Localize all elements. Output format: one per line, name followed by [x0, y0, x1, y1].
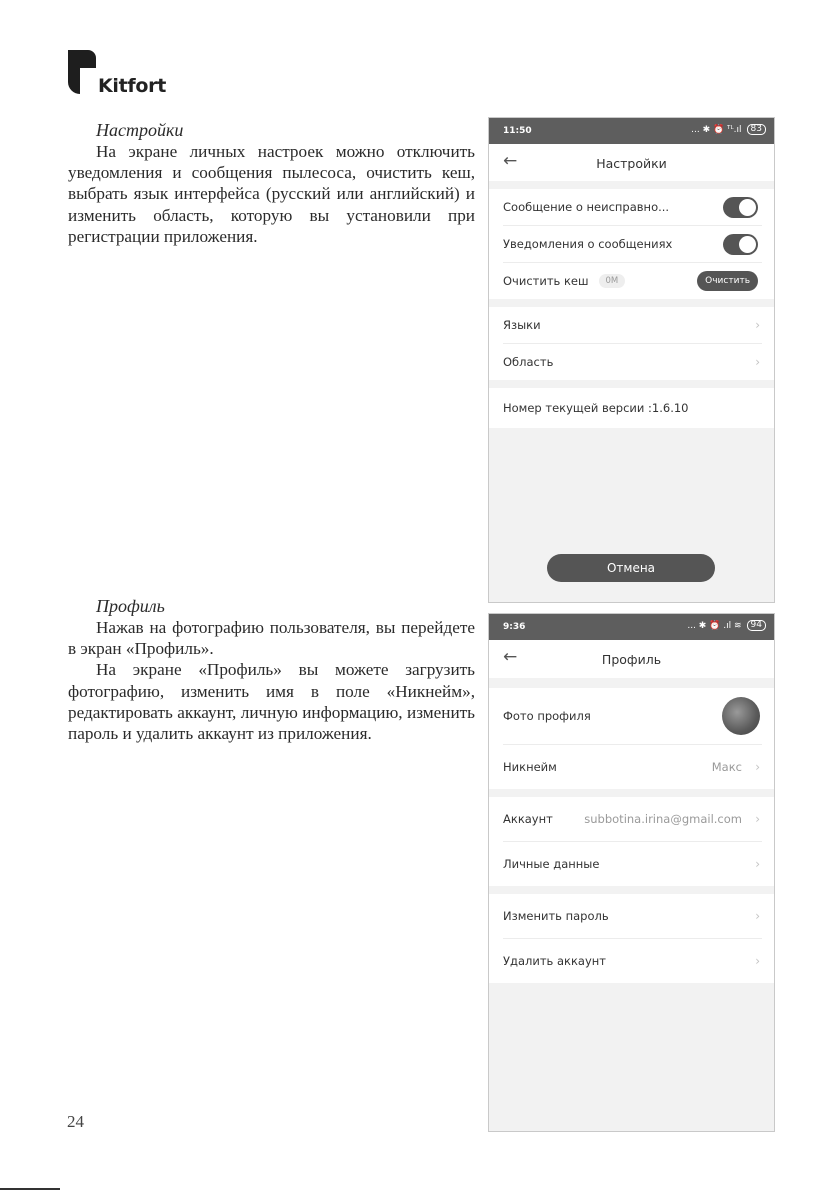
language-region-group: [489, 307, 774, 380]
kitfort-logo: [68, 50, 178, 100]
delete-account-row[interactable]: [503, 939, 762, 983]
region-row[interactable]: [503, 344, 762, 380]
kitfort-logo-mark-icon: [68, 50, 96, 94]
avatar[interactable]: [722, 697, 760, 735]
page-number: 24: [67, 1112, 84, 1131]
region-label: Область: [503, 355, 554, 369]
brand-name: Kitfort: [98, 75, 166, 97]
personal-data-row[interactable]: [503, 842, 762, 886]
delete-account-label: Удалить аккаунт: [503, 954, 606, 968]
fault-message-label: Сообщение о неисправно...: [503, 200, 670, 214]
account-group: [489, 797, 774, 886]
profile-section: [68, 595, 475, 744]
chevron-right-icon: ›: [755, 318, 760, 332]
back-arrow-icon[interactable]: ←: [503, 151, 518, 171]
profile-photo-row[interactable]: [503, 688, 762, 745]
photo-nickname-group: [489, 688, 774, 789]
nav-bar: [489, 640, 774, 678]
nickname-row[interactable]: [503, 745, 762, 789]
change-password-label: Изменить пароль: [503, 909, 609, 923]
chevron-right-icon: ›: [755, 857, 760, 871]
chevron-right-icon: ›: [755, 760, 760, 774]
status-bar: [489, 118, 774, 144]
profile-photo-label: Фото профиля: [503, 709, 591, 723]
account-row[interactable]: [503, 797, 762, 842]
clear-cache-label: Очистить кеш: [503, 274, 589, 288]
status-bar: [489, 614, 774, 640]
status-icons-text: ... ✱ ⏰ .ıl ≋: [687, 620, 742, 631]
status-icons: [687, 620, 766, 631]
version-row: [503, 388, 762, 428]
back-arrow-icon[interactable]: ←: [503, 647, 518, 667]
chevron-right-icon: ›: [755, 812, 760, 826]
settings-screen: [488, 117, 775, 603]
status-time: 11:50: [503, 126, 532, 136]
settings-heading: Настройки: [96, 120, 184, 140]
status-icons-text: ... ✱ ⏰ ᵀᴸ.ıl: [691, 124, 742, 135]
change-password-row[interactable]: [503, 894, 762, 939]
status-icons: [691, 124, 766, 135]
fault-message-toggle[interactable]: [723, 197, 758, 218]
nav-bar: [489, 144, 774, 181]
security-group: [489, 894, 774, 983]
chevron-right-icon: ›: [755, 355, 760, 369]
chevron-right-icon: ›: [755, 954, 760, 968]
settings-paragraph: На экране личных настроек можно отключить уведомления и сообщения пылесоса, очистить кеш, выбрать язык интерфейса (русский или английский) и изменить область, которую вы установили при регистрации приложения.: [68, 142, 475, 246]
version-group: [489, 388, 774, 428]
screen-title: Настройки: [596, 156, 667, 171]
status-time: 9:36: [503, 622, 526, 632]
screen-title: Профиль: [601, 652, 662, 667]
clear-cache-button[interactable]: Очистить: [697, 271, 758, 291]
profile-heading: Профиль: [96, 596, 165, 616]
clear-cache-row: [503, 263, 762, 299]
nickname-value: Макс: [711, 760, 742, 774]
message-notifications-label: Уведомления о сообщениях: [503, 237, 673, 251]
languages-row[interactable]: [503, 307, 762, 344]
battery-icon: 94: [747, 620, 766, 631]
profile-paragraph-1: Нажав на фотографию пользователя, вы перейдете в экран «Профиль».: [68, 618, 475, 659]
settings-section: [68, 119, 475, 247]
notification-group: [489, 189, 774, 299]
cache-size-badge: 0M: [599, 274, 626, 288]
profile-screen: [488, 613, 775, 1132]
battery-icon: 83: [747, 124, 766, 135]
fault-message-row: [503, 189, 762, 226]
cancel-button[interactable]: Отмена: [547, 554, 715, 582]
account-label: Аккаунт: [503, 812, 553, 826]
personal-data-label: Личные данные: [503, 857, 600, 871]
nickname-label: Никнейм: [503, 760, 557, 774]
message-notifications-toggle[interactable]: [723, 234, 758, 255]
version-label: Номер текущей версии :1.6.10: [503, 401, 689, 415]
chevron-right-icon: ›: [755, 909, 760, 923]
profile-paragraph-2: На экране «Профиль» вы можете загрузить фотографию, изменить имя в поле «Никнейм», редактировать аккаунт, личную информацию, изменить пароль и удалить аккаунт из приложения.: [68, 660, 475, 744]
account-value: subbotina.irina@gmail.com: [584, 812, 742, 826]
divider: [0, 1188, 60, 1190]
message-notifications-row: [503, 226, 762, 263]
languages-label: Языки: [503, 318, 541, 332]
